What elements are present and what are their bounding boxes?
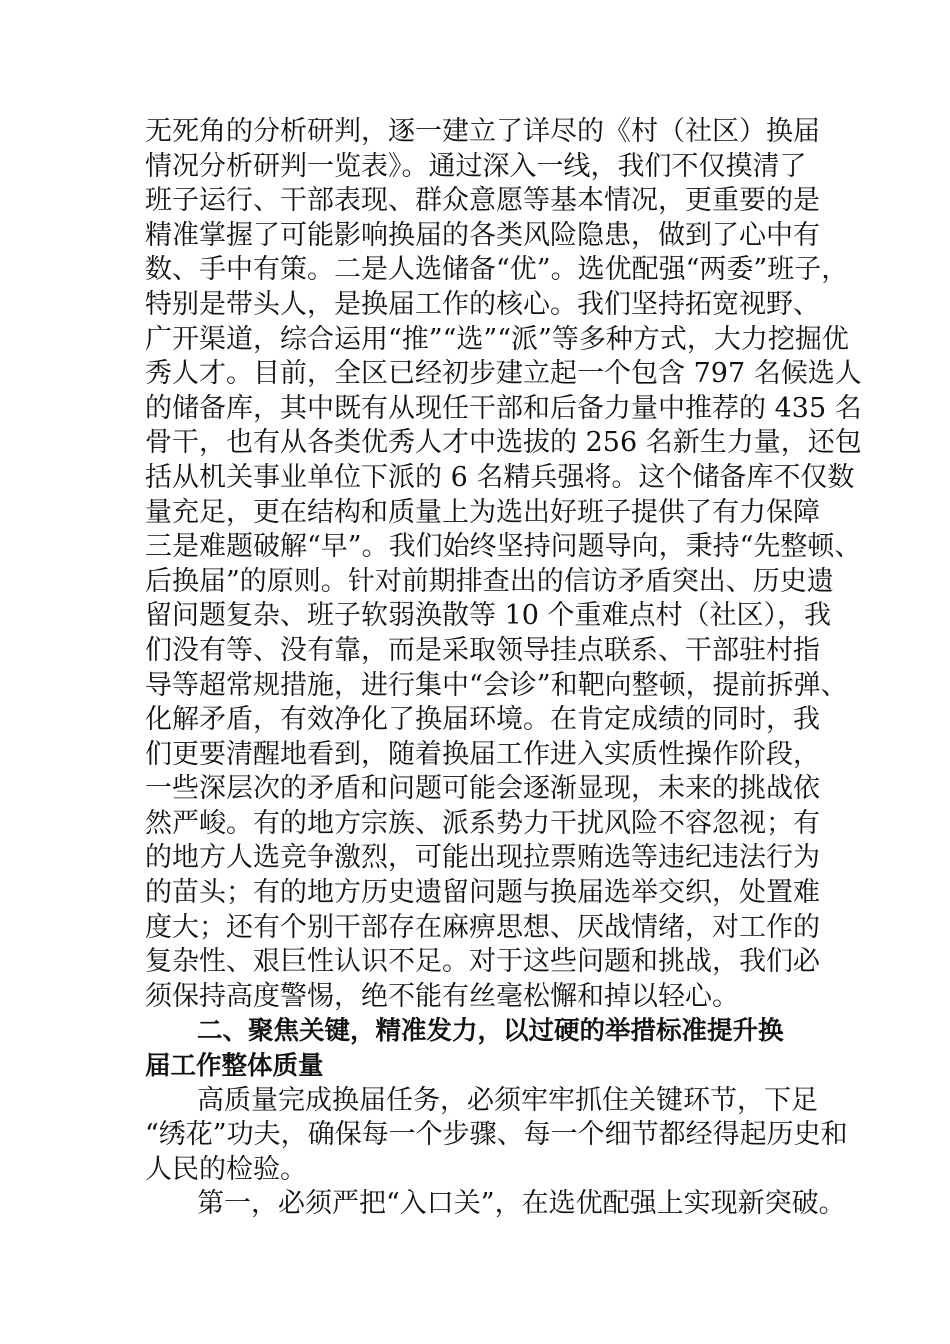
section-heading: 二、聚焦关键，精准发力，以过硬的举措标准提升换 <box>197 1016 784 1047</box>
paragraph-line: 人民的检验。 <box>145 1153 307 1185</box>
body-text-line: 广开渠道，综合运用“推”“选”“派”等多种方式，大力挖掘优 <box>145 323 849 355</box>
body-text-line: 化解矛盾，有效净化了换届环境。在肯定成绩的同时，我 <box>145 704 820 736</box>
body-text-line: 情况分析研判一览表》。通过深入一线，我们不仅摸清了 <box>145 150 807 182</box>
body-text-line: 的储备库，其中既有从现任干部和后备力量中推荐的 435 名 <box>145 392 862 424</box>
body-text-line: 后换届”的原则。针对前期排查出的信访矛盾突出、历史遗 <box>145 565 834 597</box>
body-text-line: 骨干，也有从各类优秀人才中选拔的 256 名新生力量，还包 <box>145 427 862 459</box>
body-text-line: 然严峻。有的地方宗族、派系势力干扰风险不容忽视；有 <box>145 807 820 839</box>
paragraph-line: “绣花”功夫，确保每一个步骤、每一个细节都经得起历史和 <box>145 1119 848 1151</box>
body-text-line: 数、手中有策。二是人选储备“优”。选优配强“两委”班子， <box>145 254 849 286</box>
body-text-line: 留问题复杂、班子软弱涣散等 10 个重难点村（社区），我 <box>145 600 832 632</box>
body-text-line: 复杂性、艰巨性认识不足。对于这些问题和挑战，我们必 <box>145 946 820 978</box>
body-text-line: 量充足，更在结构和质量上为选出好班子提供了有力保障 <box>145 496 820 528</box>
body-text-line: 括从机关事业单位下派的 6 名精兵强将。这个储备库不仅数 <box>145 461 855 493</box>
body-text-line: 一些深层次的矛盾和问题可能会逐渐显现，未来的挑战依 <box>145 773 820 805</box>
body-text-line: 班子运行、干部表现、群众意愿等基本情况，更重要的是 <box>145 185 820 217</box>
body-text-line: 特别是带头人，是换届工作的核心。我们坚持拓宽视野、 <box>145 288 820 320</box>
section-heading-continued: 届工作整体质量 <box>145 1051 324 1082</box>
body-text-line: 们没有等、没有靠，而是采取领导挂点联系、干部驻村指 <box>145 634 820 666</box>
body-text-line: 们更要清醒地看到，随着换届工作进入实质性操作阶段， <box>145 738 820 770</box>
paragraph-line: 第一，必须严把“入口关”，在选优配强上实现新突破。 <box>197 1188 846 1220</box>
body-text-line: 度大；还有个别干部存在麻痹思想、厌战情绪，对工作的 <box>145 911 820 943</box>
body-text-line: 三是难题破解“早”。我们始终坚持问题导向，秉持“先整顿、 <box>145 531 862 563</box>
body-text-line: 的地方人选竞争激烈，可能出现拉票贿选等违纪违法行为 <box>145 842 820 874</box>
body-text-line: 导等超常规措施，进行集中“会诊”和靶向整顿，提前拆弹、 <box>145 669 848 701</box>
body-text-line: 精准掌握了可能影响换届的各类风险隐患，做到了心中有 <box>145 219 820 251</box>
body-text-line: 的苗头；有的地方历史遗留问题与换届选举交织，处置难 <box>145 877 820 909</box>
body-text-line: 无死角的分析研判，逐一建立了详尽的《村（社区）换届 <box>145 116 820 147</box>
document-body <box>145 115 862 1222</box>
body-text-line: 须保持高度警惕，绝不能有丝毫松懈和掉以轻心。 <box>145 980 739 1012</box>
paragraph-line: 高质量完成换届任务，必须牢牢抓住关键环节，下足 <box>197 1084 818 1116</box>
body-text-line: 秀人才。目前，全区已经初步建立起一个包含 797 名候选人 <box>145 358 862 390</box>
